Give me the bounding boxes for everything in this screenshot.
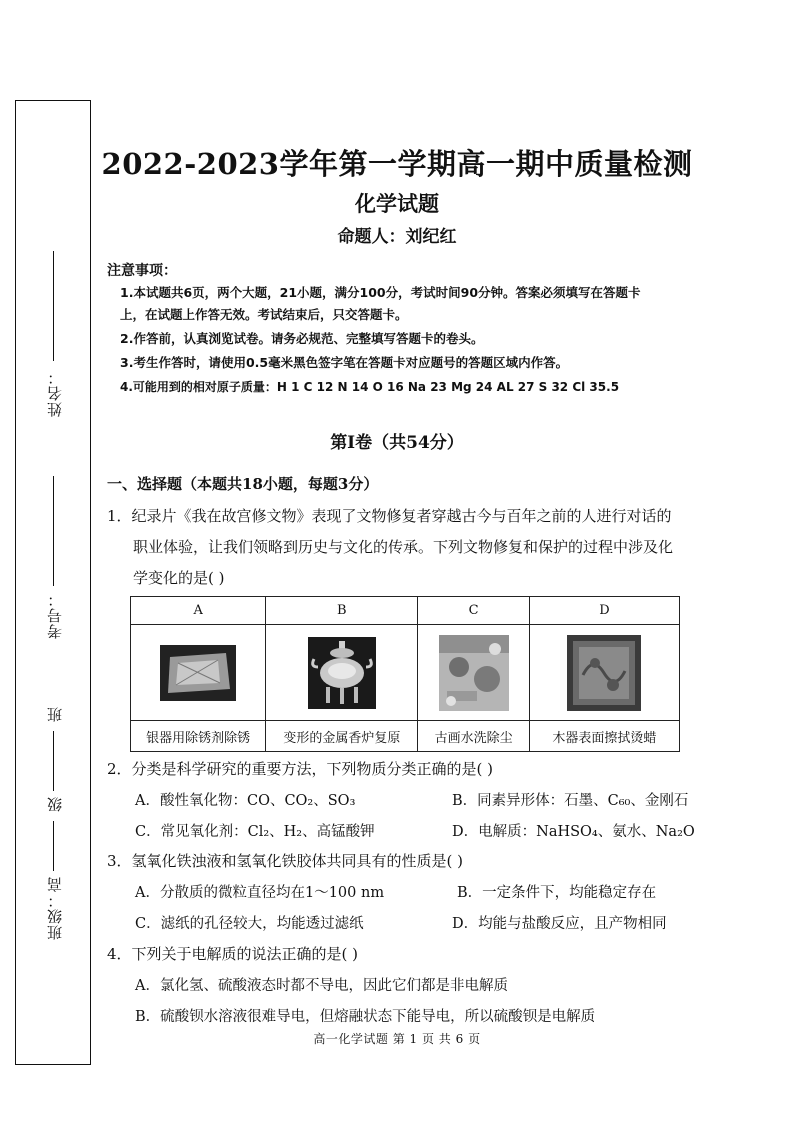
- class-label-ji: 级: [46, 796, 64, 812]
- q3-stem: 3．氢氧化铁浊液和氢氧化铁胶体共同具有的性质是( ): [107, 852, 464, 870]
- wood-carving-photo: [567, 635, 641, 711]
- q4-option-a: A．氯化氢、硫酸液态时都不导电，因此它们都是非电解质: [135, 978, 508, 994]
- exam-author: 命题人：刘纪红: [337, 227, 457, 247]
- option-caption: 木器表面擦拭烫蜡: [529, 721, 679, 752]
- notice-item-2: 2.作答前，认真浏览试卷。请务必规范、完整填写答题卡的卷头。: [120, 331, 484, 346]
- q3-option-b: B．一定条件下，均能稳定存在: [457, 885, 657, 901]
- q1-line-1: 1．纪录片《我在故宫修文物》表现了文物修复者穿越古今与百年之前的人进行对话的: [107, 507, 672, 525]
- option-image-cell: [418, 625, 530, 721]
- notice-item-4: 4.可能用到的相对原子质量：H 1 C 12 N 14 O 16 Na 23 Mg 24 AL 27 S 32 Cl 35.5: [120, 380, 620, 394]
- exam-subtitle: 化学试题: [355, 191, 439, 216]
- class-underline-2: [53, 821, 54, 871]
- q1-options-table: [130, 596, 680, 752]
- notice-item-1-cont: 上，在试题上作答无效。考试结束后，只交答题卡。: [120, 307, 408, 322]
- notice-heading: 注意事项：: [107, 263, 177, 279]
- part-title: 第Ⅰ卷（共54分）: [330, 433, 464, 453]
- option-caption: 古画水洗除尘: [418, 721, 530, 752]
- q2-option-d: D．电解质：NaHSO₄、氨水、Na₂O: [452, 824, 695, 840]
- q4-stem: 4．下列关于电解质的说法正确的是( ): [107, 945, 359, 963]
- exam-no-label: 考号：: [46, 591, 64, 639]
- q2-option-c: C．常见氧化剂：Cl₂、H₂、高锰酸钾: [135, 824, 375, 840]
- q3-option-c: C．滤纸的孔径较大，均能透过滤纸: [135, 916, 364, 932]
- name-underline: [53, 251, 54, 361]
- option-image-cell: [266, 625, 418, 721]
- option-header: A: [131, 597, 266, 625]
- option-image-cell: [529, 625, 679, 721]
- q2-option-b: B．同素异形体：石墨、C₆₀、金刚石: [452, 793, 689, 809]
- q4-option-b: B．硫酸钡水溶液很难导电，但熔融状态下能导电，所以硫酸钡是电解质: [135, 1009, 596, 1025]
- page-footer: 高一化学试题 第 1 页 共 6 页: [313, 1032, 481, 1046]
- option-image-cell: [131, 625, 266, 721]
- option-caption: 银器用除锈剂除锈: [131, 721, 266, 752]
- class-label-ban: 班: [46, 706, 64, 722]
- option-caption: 变形的金属香炉复原: [266, 721, 418, 752]
- section-title: 一、选择题（本题共18小题，每题3分）: [107, 475, 379, 493]
- q3-option-a: A．分散质的微粒直径均在1～100 nm: [135, 885, 385, 901]
- option-header: D: [529, 597, 679, 625]
- class-underline-1: [53, 731, 54, 791]
- notice-item-1: 1.本试题共6页，两个大题，21小题，满分100分，考试时间90分钟。答案必须填写在答题卡: [120, 285, 641, 300]
- option-header: B: [266, 597, 418, 625]
- q2-stem: 2．分类是科学研究的重要方法，下列物质分类正确的是( ): [107, 760, 494, 778]
- q1-line-2: 职业体验，让我们领略到历史与文化的传承。下列文物修复和保护的过程中涉及化: [133, 538, 674, 556]
- q3-option-d: D．均能与盐酸反应，且产物相同: [452, 916, 667, 932]
- q1-line-3: 学变化的是( ): [133, 569, 225, 587]
- incense-burner-photo: [308, 637, 376, 709]
- name-label: 姓名：: [46, 369, 64, 417]
- class-label: 班级：高: [46, 876, 64, 940]
- silver-box-photo: [160, 645, 236, 701]
- notice-item-3: 3.考生作答时，请使用0.5毫米黑色签字笔在答题卡对应题号的答题区域内作答。: [120, 355, 569, 370]
- exam-no-underline: [53, 476, 54, 586]
- option-header: C: [418, 597, 530, 625]
- exam-title: 2022-2023学年第一学期高一期中质量检测: [101, 147, 693, 181]
- ancient-painting-photo: [439, 635, 509, 711]
- q2-option-a: A．酸性氧化物：CO、CO₂、SO₃: [135, 793, 356, 809]
